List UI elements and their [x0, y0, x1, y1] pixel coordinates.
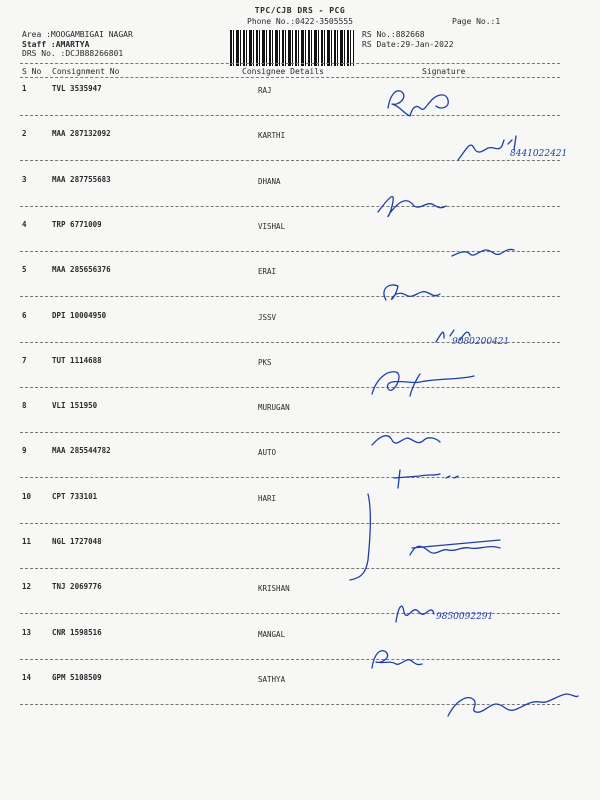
row-consignment-no: NGL 1727048 [52, 537, 102, 546]
signature-row-2 [458, 136, 516, 160]
sheet-title: TPC/CJB DRS - PCG [254, 6, 346, 15]
row-sno: 8 [22, 401, 27, 411]
handwritten-phone-row-12: 9850092291 [436, 612, 494, 622]
sheet-meta-right [362, 30, 454, 49]
row-divider [20, 115, 560, 116]
barcode-image [230, 30, 354, 66]
row-divider [20, 296, 560, 297]
row-consignee: MURUGAN [258, 403, 290, 413]
row-divider [20, 160, 560, 161]
row-consignment-no: DPI 10004950 [52, 310, 107, 320]
row-consignee: DHANA [258, 176, 281, 186]
row-consignment-no: GPM 5108509 [52, 672, 102, 682]
row-sno: 11 [22, 537, 32, 546]
row-consignment-no: TRP 6771009 [52, 219, 102, 229]
row-divider [20, 477, 560, 478]
signature-row-11 [410, 540, 500, 555]
row-consignee: KRISHAN [258, 584, 290, 594]
row-sno: 13 [22, 627, 32, 637]
row-consignment-no: MAA 285656376 [52, 265, 111, 275]
signature-row-9 [394, 470, 458, 488]
signature-row-7 [372, 372, 474, 396]
row-sno: 6 [22, 310, 27, 320]
handwritten-phone-row-6: 9080200421 [452, 337, 510, 347]
row-sno: 1 [22, 84, 27, 93]
row-sno: 3 [22, 174, 27, 184]
handwritten-phone-row-2: 8441022421 [510, 149, 568, 159]
row-sno: 5 [22, 265, 27, 275]
column-header-consignee: Consignee Details [242, 67, 324, 76]
row-consignment-no: CNR 1598516 [52, 627, 102, 637]
row-divider [20, 659, 560, 660]
row-sno: 12 [22, 582, 32, 592]
sheet-meta-left [22, 30, 133, 59]
row-consignment-no: MAA 285544782 [52, 446, 111, 456]
column-header-signature: Signature [422, 67, 466, 76]
header-bottom-divider [20, 77, 560, 78]
row-consignee: SATHYA [258, 674, 286, 684]
row-sno: 7 [22, 355, 27, 365]
row-consignee: PKS [258, 357, 272, 367]
rs-date-field: RS Date:29-Jan-2022 [362, 39, 454, 49]
row-consignee: ERAI [258, 267, 277, 277]
column-header-sno: S No [22, 67, 42, 76]
row-consignment-no: VLI 151950 [52, 401, 98, 411]
row-sno: 4 [22, 219, 27, 229]
row-consignment-no: MAA 287132092 [52, 129, 111, 139]
rs-number-field: RS No.:882668 [362, 30, 425, 39]
phone-number: Phone No.:0422-3505555 [247, 17, 353, 26]
row-consignment-no: TNJ 2069776 [52, 582, 102, 592]
row-divider [20, 251, 560, 252]
row-sno: 9 [22, 446, 27, 456]
drs-number-field: DRS No. :DCJB88266801 [22, 49, 124, 58]
row-consignee: HARI [258, 493, 277, 503]
row-sno: 14 [22, 672, 32, 682]
column-header-consignment: Consignment No [52, 67, 120, 76]
signature-row-14 [448, 694, 578, 716]
row-consignment-no: MAA 287755683 [52, 174, 111, 184]
row-divider [20, 568, 560, 569]
row-consignee: KARTHI [258, 131, 286, 141]
signature-row-5 [384, 285, 440, 300]
header-top-divider [20, 63, 560, 64]
row-consignment-no: TVL 3535947 [52, 84, 102, 93]
row-sno: 2 [22, 129, 27, 139]
row-sno: 10 [22, 491, 32, 501]
row-divider [20, 523, 560, 524]
row-divider [20, 387, 560, 388]
row-consignee: JSSV [258, 312, 277, 322]
row-consignee: MANGAL [258, 629, 286, 639]
signature-row-8 [372, 436, 440, 445]
area-field: Area :MOOGAMBIGAI NAGAR [22, 30, 133, 39]
staff-field: Staff :AMARTYA [22, 39, 90, 49]
signature-row-1 [388, 91, 448, 116]
row-consignment-no: CPT 733101 [52, 491, 98, 501]
row-consignee: RAJ [258, 86, 272, 95]
row-consignment-no: TUT 1114688 [52, 355, 102, 365]
row-divider [20, 432, 560, 433]
row-divider [20, 206, 560, 207]
row-consignee: AUTO [258, 448, 277, 458]
row-consignee: VISHAL [258, 221, 286, 231]
page-number: Page No.:1 [452, 17, 501, 26]
row-divider [20, 704, 560, 705]
